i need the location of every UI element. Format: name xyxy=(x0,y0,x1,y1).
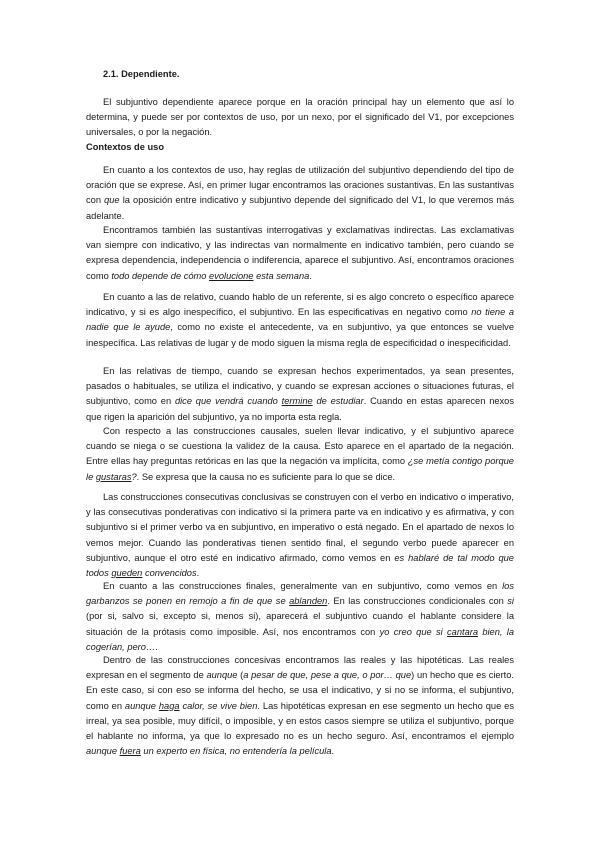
text-run: , como no existe el antecedente, va en subjuntivo, ya que entonces se vuelve inespecífica. Las relativas de lugar y de modo siguen la misma regla de especificidad o inespecificidad. xyxy=(86,322,515,348)
text-run: Con respecto a las construcciones causales, suelen llevar indicativo, y el subjuntivo aparece cuando se niega o se cuestiona la validez de la causa. Esto aparece en el apartado de la negación. Entre ellas hay preguntas retóricas en las que la negación va implícita, como xyxy=(86,426,514,467)
text-run: . Se expresa que la causa no es suficiente para lo que se dice. xyxy=(136,471,396,482)
text-run: . Cuando en estas aparecen nexos que rigen la aparición del subjuntivo, ya no importa esta regla. xyxy=(86,396,515,422)
example-text: bien, la cogerían, pero… xyxy=(86,626,515,652)
paragraph-1 xyxy=(86,163,514,224)
example-text: los garbanzos se ponen en remojo a fin de que se xyxy=(86,581,514,607)
example-text: convencidos xyxy=(142,568,197,579)
subsection-heading-block xyxy=(86,140,514,155)
paragraph-4-block xyxy=(86,364,514,425)
paragraph-5 xyxy=(86,424,514,485)
example-underlined-verb: ablanden xyxy=(289,596,328,607)
example-text: es hablaré de tal modo que todos xyxy=(86,552,514,579)
example-underlined-verb: termine xyxy=(281,396,313,407)
paragraph-2 xyxy=(86,223,514,284)
example-text: ? xyxy=(131,471,137,482)
text-run: . xyxy=(155,641,158,652)
example-underlined-verb: cantara xyxy=(447,626,479,637)
paragraph-5-block xyxy=(86,424,514,485)
italic-term: si xyxy=(507,596,514,607)
paragraph-3-block xyxy=(86,290,514,351)
italic-term: a pesar de que, pese a que, o por… que xyxy=(243,670,412,681)
example-text: dice que vendrá cuando xyxy=(174,396,282,407)
text-run: . En las construcciones condicionales con xyxy=(327,596,508,607)
paragraph-8 xyxy=(86,653,514,759)
example-text: no tiene a nadie que le ayude xyxy=(86,307,514,333)
text-run: ) un hecho que es cierto. En este caso, si con eso se informa del hecho, se usa el indicativo, y si no se informa, el subjuntivo, como en xyxy=(86,670,515,711)
example-text: aunque xyxy=(86,746,120,757)
subsection-title: Contextos de uso xyxy=(86,142,164,152)
paragraph-1-block xyxy=(86,163,514,224)
example-text: de estudiar xyxy=(312,396,364,407)
text-run: la oposición entre indicativo y subjuntivo depende del significado del V1, lo que veremos más adelante. xyxy=(86,195,514,221)
italic-term: aunque xyxy=(206,670,238,681)
text-run: Dentro de las construcciones concesivas encontramos las reales y las hipotéticas. Las reales expresan en el segmento de xyxy=(86,655,514,681)
example-underlined-verb: gustaras xyxy=(95,471,132,482)
example-text: todo depende de cómo xyxy=(111,270,210,281)
text-run: En cuanto a los contextos de uso, hay reglas de utilización del subjuntivo dependiendo del tipo de oración que se exprese. Así, en primer lugar encontramos las oraciones sustantivas. En las sustantivas con xyxy=(86,165,514,206)
paragraph-6-block xyxy=(86,490,514,581)
text-run: En las relativas de tiempo, cuando se expresan hechos experimentados, ya sean presentes, pasados o habituales, se utiliza el indicativo, y cuando se expresan acciones o situaciones futuras, el subjuntivo, como en xyxy=(86,366,514,407)
text-run: . Las hipotéticas expresan en ese segmento un hecho que es irreal, ya sea posible, muy difícil, o imposible, y en estos casos siempre se utiliza el subjuntivo, porque el hablante no informa, ya que lo expresado no es un hecho seguro. Así, encontramos el ejemplo xyxy=(86,700,514,742)
text-run: Encontramos también las sustantivas interrogativas y exclamativas indirectas. Las exclamativas van siempre con indicativo, y las indirectas van normalmente en indicativo también, pero cuando se expresa dependencia, independencia o indiferencia, aparece el subjuntivo. Así, encontramos oraciones como xyxy=(86,225,514,281)
example-underlined-verb: evolucione xyxy=(209,270,254,281)
example-text: yo creo que si xyxy=(379,626,447,637)
text-run: . xyxy=(331,746,335,757)
text-run: En cuanto a las construcciones finales, generalmente van en subjuntivo, como vemos en xyxy=(103,581,503,591)
example-text: un experto en física, no entendería la película xyxy=(140,746,332,757)
section-title: 2.1. Dependiente. xyxy=(103,69,180,79)
text-run: . xyxy=(309,270,312,281)
paragraph-7-block xyxy=(86,579,514,655)
example-underlined-verb: haga xyxy=(158,700,180,711)
example-text: esta semana xyxy=(253,270,310,281)
section-heading-block xyxy=(86,67,514,82)
paragraph-7 xyxy=(86,579,514,655)
example-text: calor, se vive bien xyxy=(179,700,258,711)
paragraph-2-block xyxy=(86,223,514,284)
text-run: ( xyxy=(237,670,244,681)
text-run: En cuanto a las de relativo, cuando hablo de un referente, si es algo concreto o específico aparece indicativo, y si es algo inespecífico, el subjuntivo. En las especificativas en negativo como xyxy=(86,292,514,318)
paragraph-8-block xyxy=(86,653,514,759)
example-text: ¿se metía contigo porque le xyxy=(86,456,514,482)
paragraph-3 xyxy=(86,290,514,351)
paragraph-6 xyxy=(86,490,514,581)
italic-term: que xyxy=(104,195,120,206)
example-underlined-verb: fuera xyxy=(119,746,141,757)
intro-block xyxy=(86,95,514,141)
example-underlined-verb: queden xyxy=(111,568,143,579)
text-run: (por si, salvo si, excepto si, menos si), aparecerá el subjuntivo cuando el hablante considere la situación de la prótasis como imposible. Así, nos encontramos con xyxy=(86,611,514,637)
example-text: aunque xyxy=(124,700,159,711)
intro-paragraph: El subjuntivo dependiente aparece porque en la oración principal hay un elemento que así lo determina, y puede ser por contextos de uso, por un nexo, por el significado del V1, por excepciones universales, o por la negación. xyxy=(86,97,514,138)
paragraph-4 xyxy=(86,364,514,425)
text-run: Las construcciones consecutivas conclusivas se construyen con el verbo en indicativo o imperativo, y las consecutivas ponderativas con indicativo si la primera parte va en indicativo y es afirmativa, y con subjuntivo si el primer verbo va en subjuntivo, en imperativo o está negado. En el apartado de nexos lo vemos mejor. Cuando las ponderativas tienen sentido final, el segundo verbo puede aparecer en subjuntivo, aunque el otro esté en indicativo afirmado, como vemos en xyxy=(86,492,514,563)
text-run: . xyxy=(196,568,200,579)
